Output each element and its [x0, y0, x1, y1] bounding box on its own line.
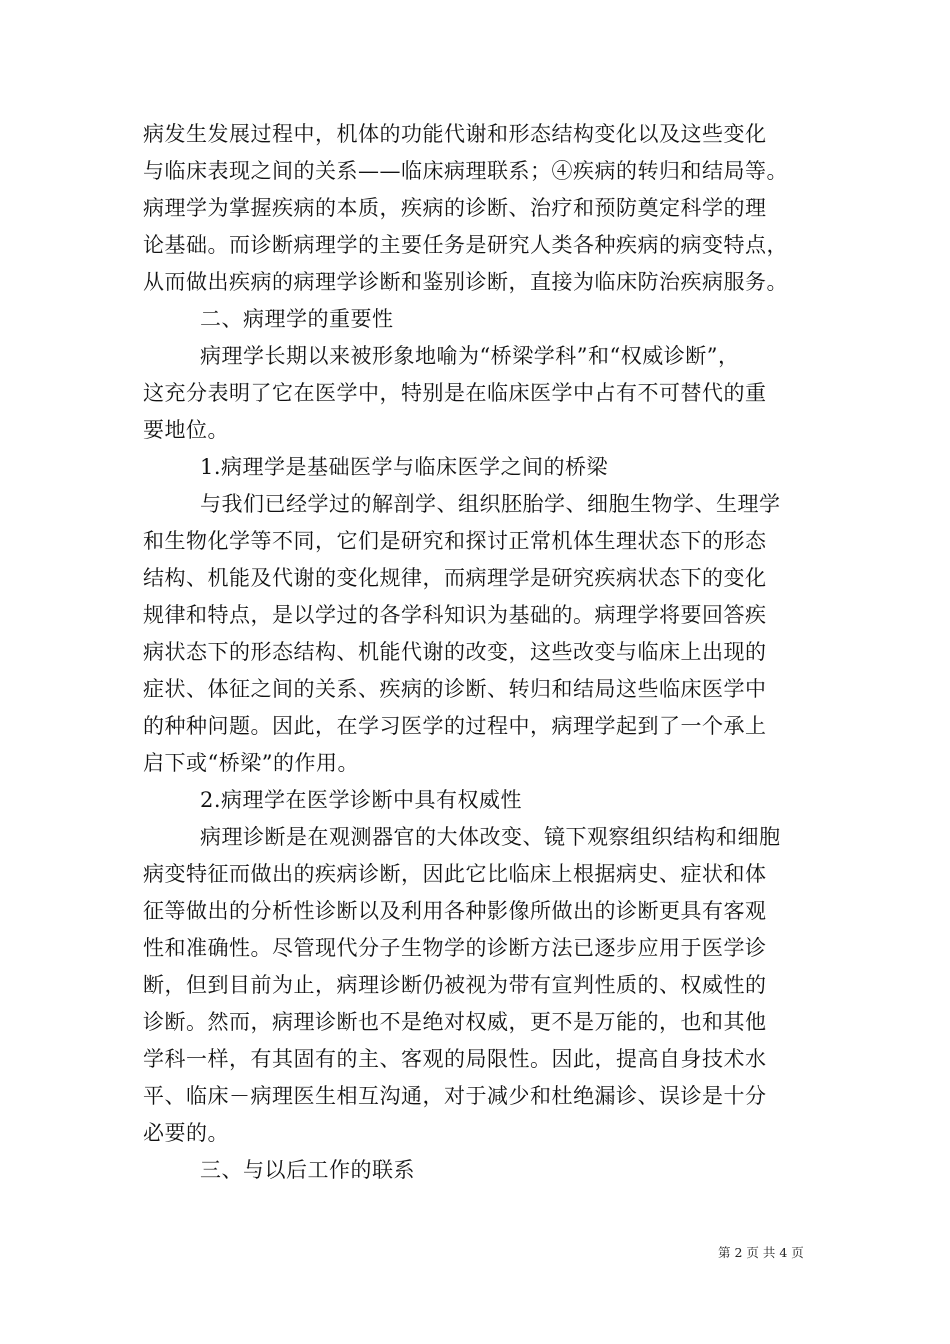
page-footer: 第 2 页 共 4 页 [718, 1245, 804, 1260]
text-line: 诊断。然而，病理诊断也不是绝对权威，更不是万能的，也和其他 [143, 1010, 767, 1034]
text-line: 与临床表现之间的关系——临床病理联系；④疾病的转归和结局等。 [143, 159, 788, 183]
text-line: 要地位。 [143, 418, 229, 442]
text-line: 这充分表明了它在医学中，特别是在临床医学中占有不可替代的重 [143, 381, 767, 405]
text-line: 必要的。 [143, 1121, 229, 1145]
text-line: 断，但到目前为止，病理诊断仍被视为带有宣判性质的、权威性的 [143, 973, 767, 997]
text-line: 从而做出疾病的病理学诊断和鉴别诊断，直接为临床防治疾病服务。 [143, 270, 788, 294]
text-line: 的种种问题。因此，在学习医学的过程中，病理学起到了一个承上 [143, 714, 767, 738]
text-line: 三、与以后工作的联系 [200, 1158, 415, 1182]
text-line: 学科一样，有其固有的主、客观的局限性。因此，提高自身技术水 [143, 1047, 767, 1071]
text-line: 结构、机能及代谢的变化规律，而病理学是研究疾病状态下的变化 [143, 566, 767, 590]
text-line: 症状、体征之间的关系、疾病的诊断、转归和结局这些临床医学中 [143, 677, 767, 701]
text-line: 和生物化学等不同，它们是研究和探讨正常机体生理状态下的形态 [143, 529, 767, 553]
text-line: 病发生发展过程中，机体的功能代谢和形态结构变化以及这些变化 [143, 122, 767, 146]
text-line: 病变特征而做出的疾病诊断，因此它比临床上根据病史、症状和体 [143, 862, 767, 886]
text-line: 病理学为掌握疾病的本质，疾病的诊断、治疗和预防奠定科学的理 [143, 196, 767, 220]
text-line: 启下或“桥梁”的作用。 [143, 751, 359, 775]
document-body [143, 116, 823, 1189]
text-line: 规律和特点，是以学过的各学科知识为基础的。病理学将要回答疾 [143, 603, 767, 627]
text-line: 征等做出的分析性诊断以及利用各种影像所做出的诊断更具有客观 [143, 899, 767, 923]
text-line: 二、病理学的重要性 [200, 307, 394, 331]
text-line: 病状态下的形态结构、机能代谢的改变，这些改变与临床上出现的 [143, 640, 767, 664]
text-line: 性和准确性。尽管现代分子生物学的诊断方法已逐步应用于医学诊 [143, 936, 767, 960]
text-line: 与我们已经学过的解剖学、组织胚胎学、细胞生物学、生理学 [200, 492, 781, 516]
text-line: 病理诊断是在观测器官的大体改变、镜下观察组织结构和细胞 [200, 825, 781, 849]
text-line: 病理学长期以来被形象地喻为“桥梁学科”和“权威诊断”， [200, 344, 740, 368]
text-line: 2.病理学在医学诊断中具有权威性 [200, 788, 523, 812]
text-line: 平、临床－病理医生相互沟通，对于减少和杜绝漏诊、误诊是十分 [143, 1084, 767, 1108]
text-line: 论基础。而诊断病理学的主要任务是研究人类各种疾病的病变特点， [143, 233, 788, 257]
text-line: 1.病理学是基础医学与临床医学之间的桥梁 [200, 455, 609, 479]
